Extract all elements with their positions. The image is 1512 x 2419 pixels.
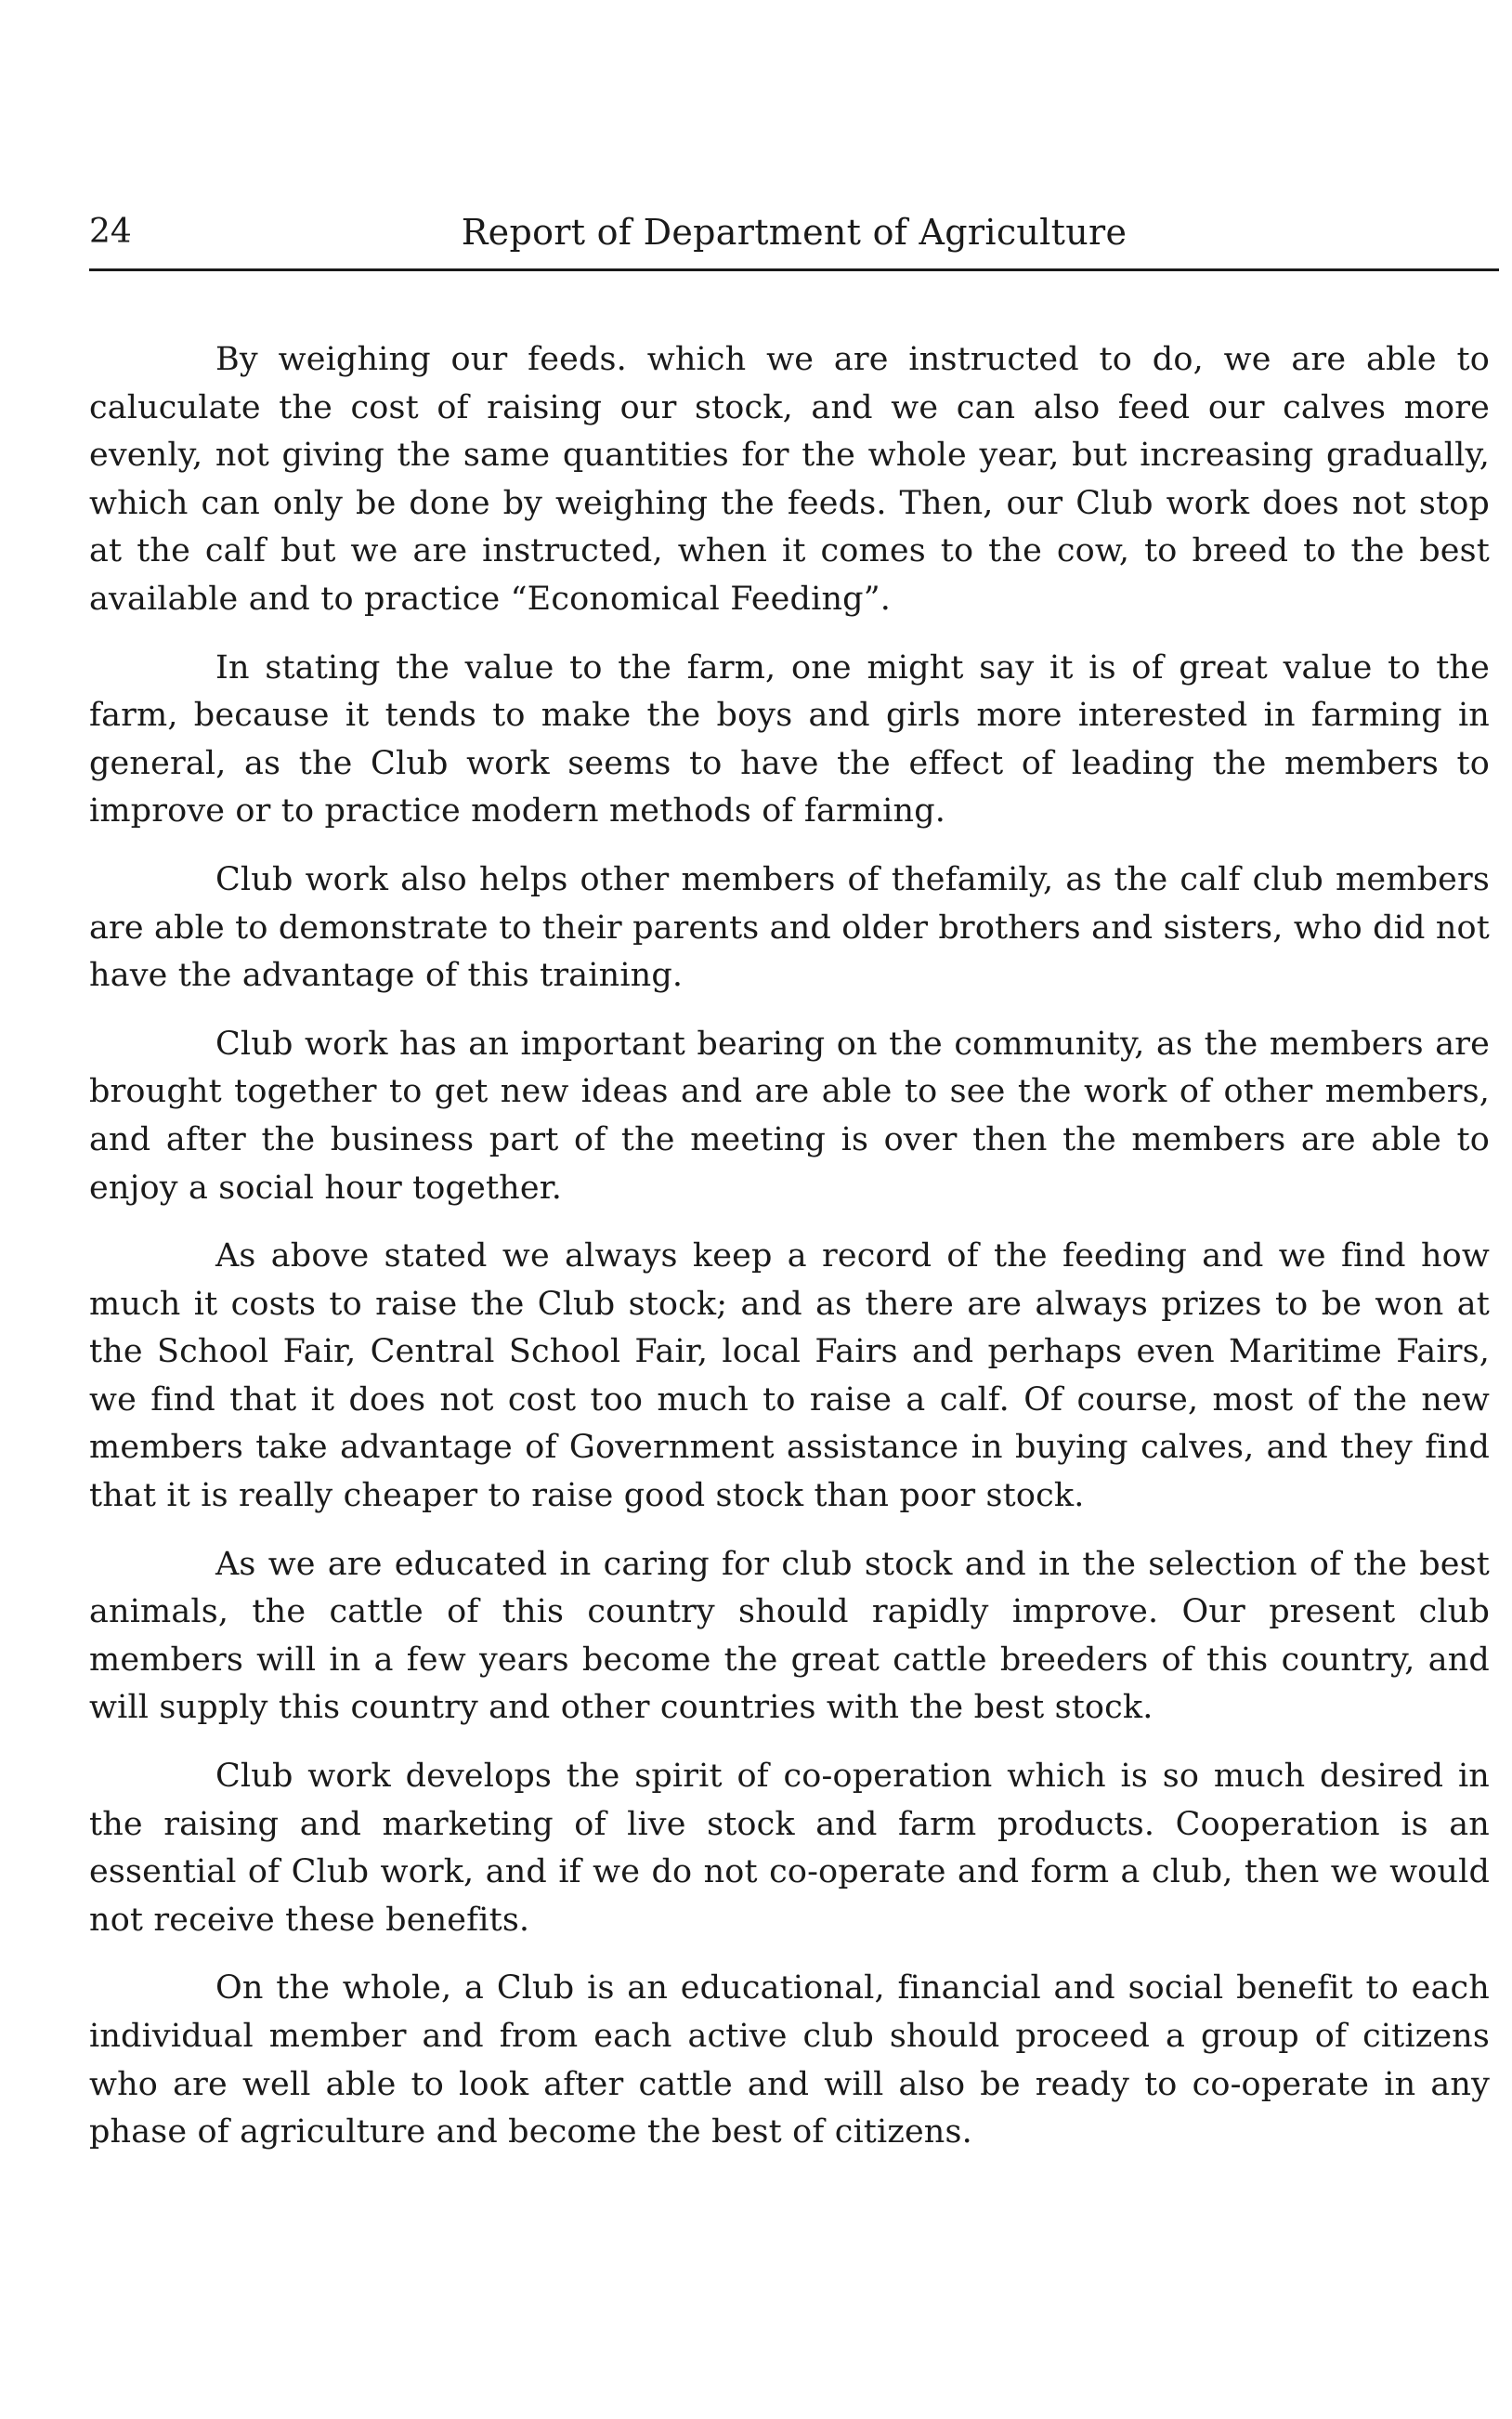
page-number: 24: [89, 213, 132, 251]
paragraph-cattle-improvement: As we are educated in caring for club stock and in the selection of the best animals, the cattle of this country should rapidly improve. Our present club members will in a few years become the great cattle breeders of this country, and will supply this country and other countries with the best stock.: [89, 1545, 1490, 1727]
header-title: Report of Department of Agriculture: [461, 212, 1127, 253]
running-header: [89, 206, 1499, 266]
paragraph-feeding-record: As above stated we always keep a record of the feeding and we find how much it costs to raise the Club stock; and as there are always prizes to be won at the School Fair, Central School Fair, local Fairs and perhaps even Maritime Fairs, we find that it does not cost too much to raise a calf. Of course, most of the new members take advantage of Government assistance in buying calves, and they find that it is really cheaper to raise good stock than poor stock.: [89, 1237, 1490, 1515]
header-divider: [89, 268, 1499, 271]
body-text: [89, 336, 1490, 2177]
paragraph-helps-family: Club work also helps other members of thefamily, as the calf club members are able to demonstrate to their parents and older brothers and sisters, who did not have the advantage of this training.: [89, 860, 1490, 995]
paragraph-weighing-feeds: By weighing our feeds. which we are instructed to do, we are able to caluculate the cost of raising our stock, and we can also feed our calves more evenly, not giving the same quantities for the whole year, but increasing gradually, which can only be done by weighing the feeds. Then, our Club work does not stop at the calf but we are instructed, when it comes to the cow, to breed to the best available and to practice “Economical Feeding”.: [89, 341, 1490, 618]
paragraph-conclusion: On the whole, a Club is an educational, financial and social benefit to each individual member and from each active club should proceed a group of citizens who are well able to look after cattle and will also be ready to co-operate in any phase of agriculture and become the best of citizens.: [89, 1969, 1490, 2151]
paragraph-value-to-farm: In stating the value to the farm, one might say it is of great value to the farm, because it tends to make the boys and girls more interested in farming in general, as the Club work seems to have the effect of leading the members to improve or to practice modern methods of farming.: [89, 648, 1490, 830]
paragraph-co-operation: Club work develops the spirit of co-operation which is so much desired in the raising and marketing of live stock and farm products. Cooperation is an essential of Club work, and if we do not co-operate and form a club, then we would not receive these benefits.: [89, 1758, 1490, 1939]
paragraph-community: Club work has an important bearing on the community, as the members are brought together to get new ideas and are able to see the work of other members, and after the business part of the meeting is over then the members are able to enjoy a social hour together.: [89, 1025, 1490, 1207]
